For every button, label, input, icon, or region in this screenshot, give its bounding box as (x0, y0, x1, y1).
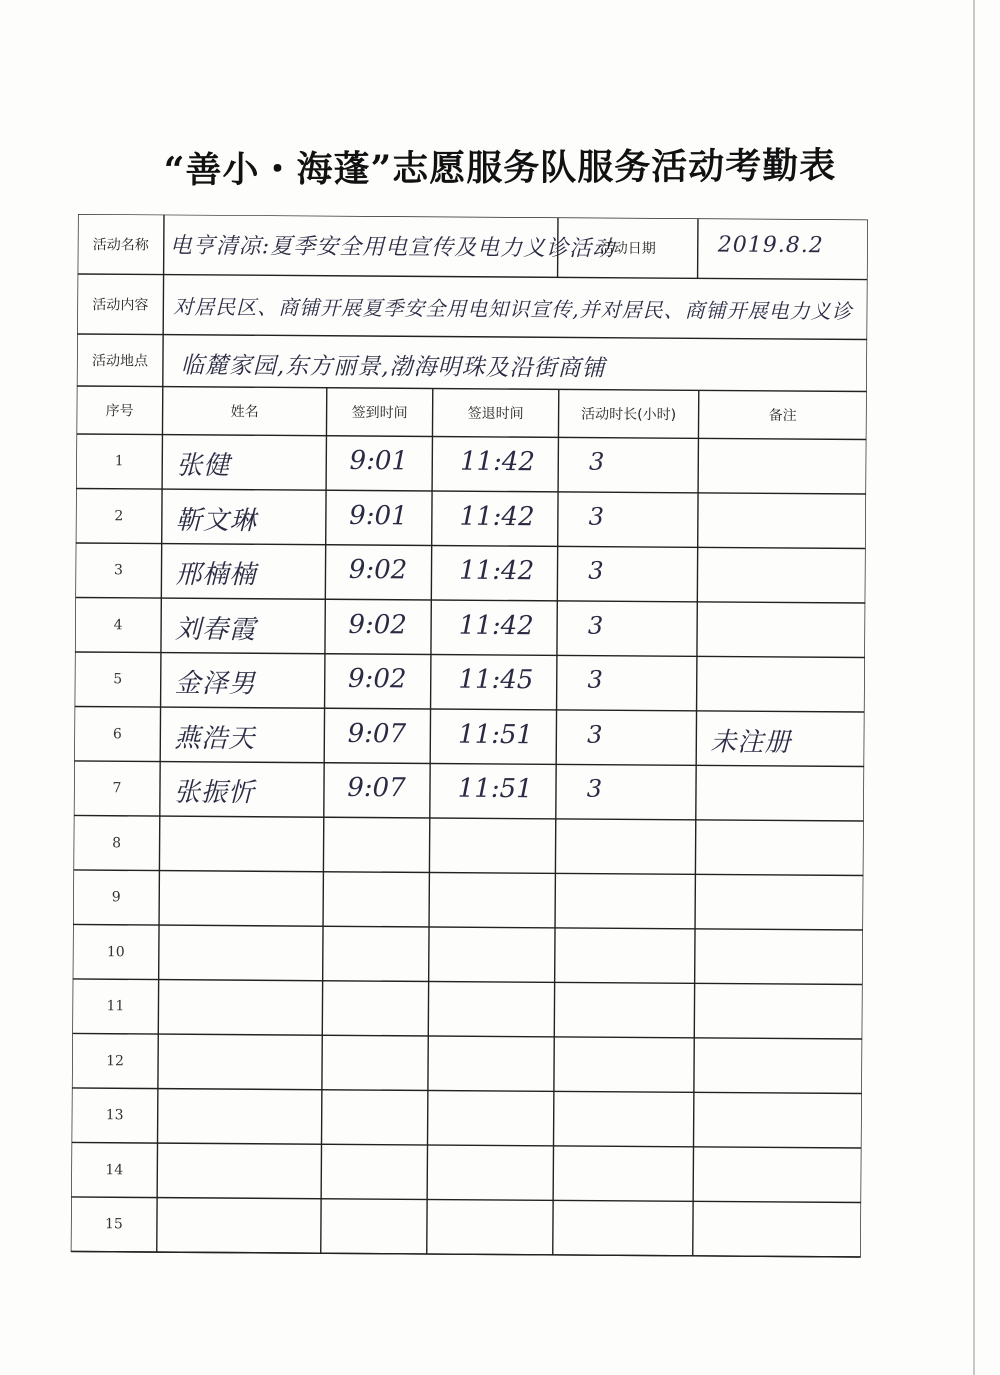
grid-line (78, 214, 868, 220)
volunteer-name: 燕浩天 (174, 723, 256, 754)
sign-out-time: 11:42 (458, 610, 534, 641)
activity-content-value: 对居民区、商铺开展夏季安全用电知识宣传,并对居民、商铺开展电力义诊 (173, 294, 853, 324)
sign-in-time: 9:02 (348, 609, 407, 640)
grid-line (693, 390, 699, 1255)
grid-line (75, 597, 865, 603)
grid-line (74, 815, 864, 821)
activity-hours: 3 (587, 611, 604, 640)
sign-in-time: 9:07 (347, 772, 406, 804)
activity-hours: 3 (588, 502, 605, 531)
sign-in-time: 9:01 (349, 445, 409, 477)
sign-out-time: 11:42 (459, 555, 535, 587)
row-number: 14 (105, 1161, 124, 1179)
volunteer-name: 张健 (176, 450, 231, 482)
activity-hours: 3 (588, 447, 605, 476)
row-number: 3 (113, 562, 124, 579)
grid-line (74, 761, 864, 767)
row-number: 5 (113, 671, 123, 688)
row-number: 8 (112, 835, 122, 852)
row-number: 12 (106, 1052, 125, 1070)
grid-line (73, 870, 863, 876)
grid-line (73, 924, 863, 930)
column-header: 签退时间 (467, 405, 524, 423)
column-header: 姓名 (230, 404, 259, 421)
activity-name-value: 电亨清凉:夏季安全用电宣传及电力义诊活动 (169, 233, 616, 262)
remark: 未注册 (710, 726, 792, 758)
sign-out-time: 11:42 (459, 501, 535, 532)
activity-hours: 3 (587, 720, 603, 749)
row-number: 7 (112, 780, 122, 797)
volunteer-name: 靳文琳 (175, 505, 257, 536)
grid-line (78, 274, 868, 280)
activity-date-value: 2019.8.2 (717, 232, 824, 259)
grid-line (75, 706, 865, 712)
activity-name-label: 活动名称 (92, 237, 149, 254)
grid-line (71, 1197, 861, 1203)
sign-in-time: 9:07 (347, 718, 407, 749)
grid-line (72, 1088, 862, 1094)
column-header: 活动时长(小时) (581, 406, 677, 424)
row-number: 11 (106, 998, 125, 1015)
sign-in-time: 9:02 (348, 554, 408, 586)
grid-line (73, 979, 863, 985)
row-number: 9 (111, 889, 121, 906)
grid-line (76, 488, 866, 494)
sign-in-time: 9:01 (349, 500, 408, 531)
volunteer-name: 张振忻 (173, 777, 256, 809)
activity-content-label: 活动内容 (92, 297, 149, 314)
sign-out-time: 11:45 (458, 664, 534, 696)
row-number: 10 (106, 943, 125, 961)
row-number: 13 (105, 1107, 124, 1124)
volunteer-name: 邢楠楠 (175, 559, 257, 591)
column-header: 签到时间 (351, 404, 408, 422)
activity-hours: 3 (586, 774, 603, 803)
grid-line (427, 388, 433, 1253)
sign-out-time: 11:51 (457, 773, 533, 805)
activity-hours: 3 (588, 556, 604, 585)
volunteer-name: 刘春霞 (174, 614, 257, 645)
column-header: 序号 (105, 403, 134, 420)
sign-in-time: 9:02 (347, 663, 407, 695)
activity-hours: 3 (587, 665, 603, 694)
sign-out-time: 11:51 (457, 719, 534, 750)
attendance-sheet (71, 214, 868, 1259)
volunteer-name: 金泽男 (174, 668, 256, 700)
scan-edge-line (973, 0, 975, 1375)
activity-location-value: 临麓家园,东方丽景,渤海明珠及沿街商铺 (180, 352, 606, 382)
grid-line (77, 334, 867, 340)
grid-line (553, 389, 559, 1254)
activity-date-label: 活动日期 (599, 240, 656, 258)
activity-location-label: 活动地点 (91, 353, 149, 370)
grid-line (72, 1142, 862, 1148)
row-number: 6 (112, 726, 122, 743)
grid-line (321, 388, 327, 1253)
page-title: “善小・海蓬”志愿服务队服务活动考勤表 (163, 144, 837, 192)
grid-line (72, 1033, 862, 1039)
grid-line (861, 220, 868, 1257)
row-number: 4 (113, 617, 123, 634)
row-number: 15 (104, 1216, 123, 1233)
column-header: 备注 (768, 407, 797, 425)
row-number: 2 (114, 508, 124, 525)
sign-out-time: 11:42 (459, 446, 536, 478)
grid-line (75, 652, 865, 658)
grid-line (76, 543, 866, 549)
grid-line (71, 1251, 861, 1257)
row-number: 1 (114, 453, 124, 470)
